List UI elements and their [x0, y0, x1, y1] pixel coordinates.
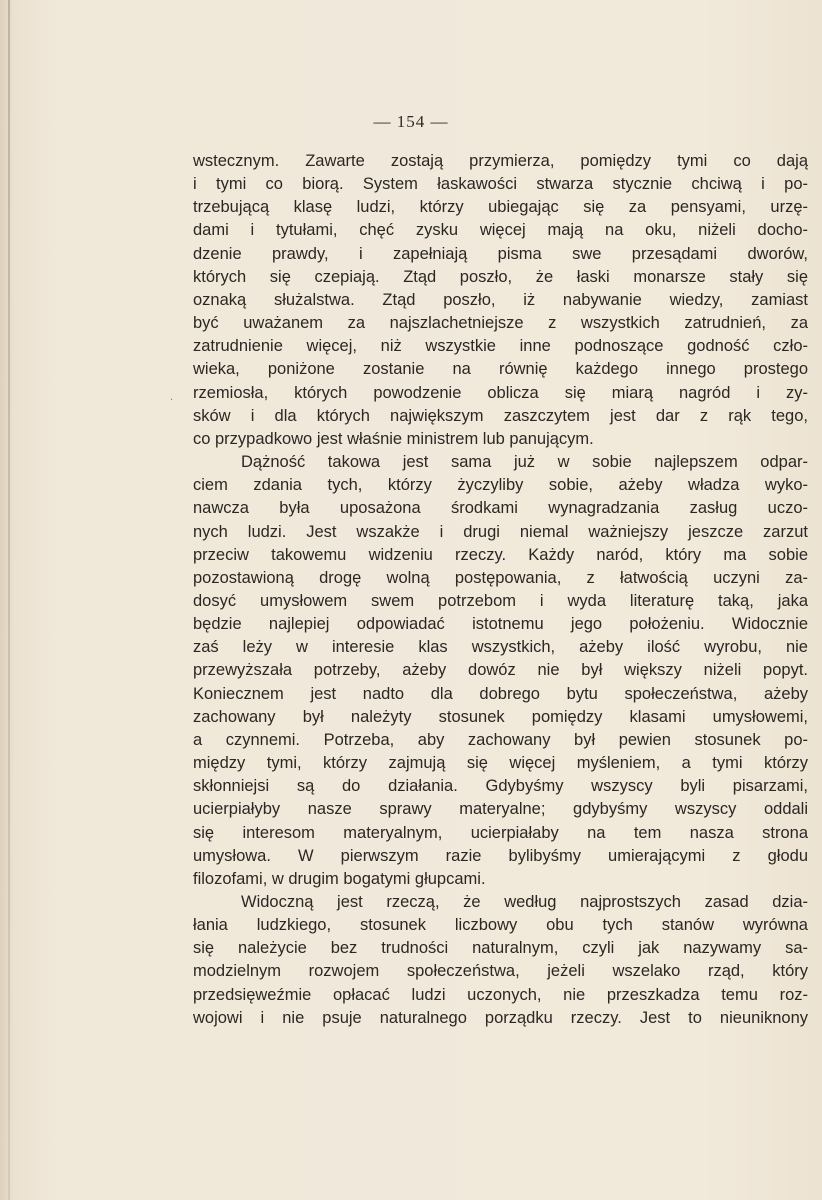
text-line: wojowi i nie psuje naturalnego porządku rzeczy. Jest to nieuniknony	[193, 1008, 808, 1027]
text-line: skłonniejsi są do działania. Gdybyśmy wszyscy byli pisarzami,	[193, 777, 808, 796]
text-line: łania ludzkiego, stosunek liczbowy obu tych stanów wyrówna	[193, 916, 808, 935]
text-line: pozostawioną drogę wolną postępowania, z łatwością uczyni za-	[193, 568, 808, 587]
text-line: ciem zdania tych, którzy życzyliby sobie, ażeby władza wyko-	[193, 476, 808, 495]
text-line: co przypadkowo jest właśnie ministrem lub panującym.	[193, 429, 594, 448]
text-line: przedsięweźmie opłacać ludzi uczonych, nie przeszkadza temu roz-	[193, 985, 808, 1004]
text-line: przewyższała potrzeby, ażeby dowóz nie był większy niżeli popyt.	[193, 661, 808, 680]
text-line: dosyć umysłowem swem potrzebom i wyda literaturę taką, jaka	[193, 591, 808, 610]
text-line: dami i tytułami, chęć zysku więcej mają na oku, niżeli docho-	[193, 221, 808, 240]
text-line: przeciw takowemu widzeniu rzeczy. Każdy naród, który ma sobie	[193, 545, 808, 564]
text-line: nych ludzi. Jest wszakże i drugi niemal ważniejszy jeszcze zarzut	[193, 522, 808, 541]
text-line: oznaką służalstwa. Ztąd poszło, iż nabywanie wiedzy, zamiast	[193, 290, 808, 309]
text-line: być uważanem za najszlachetniejsze z wszystkich zatrudnień, za	[193, 314, 808, 333]
text-line: trzebującą klasę ludzi, którzy ubiegając się za pensyami, urzę-	[193, 198, 808, 217]
text-line: się interesom materyalnym, ucierpiałaby na tem nasza strona	[193, 823, 808, 842]
text-line: Koniecznem jest nadto dla dobrego bytu społeczeństwa, ażeby	[193, 684, 808, 703]
text-line: wstecznym. Zawarte zostają przymierza, pomiędzy tymi co dają	[193, 152, 808, 170]
page-gutter-shadow	[8, 0, 10, 1200]
text-line: zatrudnienie więcej, niż wszystkie inne podnoszące godność czło-	[193, 337, 808, 356]
paper-speck: ·	[170, 395, 174, 406]
text-line: których się czepiają. Ztąd poszło, że łaski monarsze stały się	[193, 267, 808, 286]
text-line: wieka, poniżone zostanie na równię każdego innego prostego	[193, 360, 808, 379]
text-line: Dążność takowa jest sama już w sobie najlepszem odpar-	[241, 453, 808, 472]
text-line: między tymi, którzy zajmują się więcej myśleniem, a tymi którzy	[193, 754, 808, 773]
text-line: dzenie prawdy, i zapełniają pisma swe przesądami dworów,	[193, 244, 808, 263]
text-line: się należycie bez trudności naturalnym, czyli jak nazywamy sa-	[193, 939, 808, 958]
page-number: — 154 —	[373, 112, 449, 131]
text-line: Widoczną jest rzeczą, że według najprostszych zasad dzia-	[241, 893, 808, 911]
text-line: modzielnym rozwojem społeczeństwa, jeżeli wszelako rząd, który	[193, 962, 808, 981]
body-text	[193, 150, 808, 1030]
text-line: będzie najlepiej odpowiadać istotnemu jego położeniu. Widocznie	[193, 615, 808, 634]
text-line: filozofami, w drugim bogatymi głupcami.	[193, 869, 486, 888]
text-line: nawcza była uposażona środkami wynagradzania zasług uczo-	[193, 499, 808, 518]
text-line: zaś leży w interesie klas wszystkich, ażeby ilość wyrobu, nie	[193, 638, 808, 657]
text-line: a czynnemi. Potrzeba, aby zachowany był pewien stosunek po-	[193, 730, 808, 749]
text-line: umysłowa. W pierwszym razie bylibyśmy umierającymi z głodu	[193, 846, 808, 865]
text-line: sków i dla których największym zaszczytem jest dar z rąk tego,	[193, 406, 808, 425]
text-line: i tymi co biorą. System łaskawości stwarza stycznie chciwą i po-	[193, 175, 808, 194]
text-line: ucierpiałyby nasze sprawy materyalne; gdybyśmy wszyscy oddali	[193, 800, 808, 819]
text-line: rzemiosła, których powodzenie oblicza się miarą nagród i zy-	[193, 383, 808, 402]
text-line: zachowany był należyty stosunek pomiędzy klasami umysłowemi,	[193, 707, 808, 726]
